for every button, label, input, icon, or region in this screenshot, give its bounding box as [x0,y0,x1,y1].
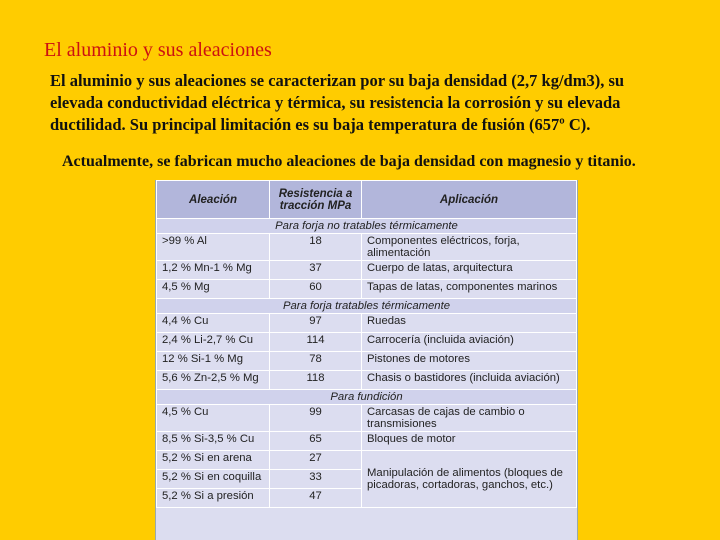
table-row: 1,2 % Mn-1 % Mg 37 Cuerpo de latas, arquitectura [157,261,577,280]
table-row: 8,5 % Si-3,5 % Cu 65 Bloques de motor [157,432,577,451]
table-row: 12 % Si-1 % Mg 78 Pistones de motores [157,352,577,371]
table-row: 4,5 % Mg 60 Tapas de latas, componentes marinos [157,280,577,299]
table-row: 4,4 % Cu 97 Ruedas [157,314,577,333]
table-row: 5,2 % Si en coquilla 33 [157,470,577,489]
table-row: 4,5 % Cu 99 Carcasas de cajas de cambio o transmisiones [157,405,577,432]
table-row: >99 % Al 18 Componentes eléctricos, forja, alimentación [157,234,577,261]
alloys-table [156,180,577,508]
table-row: 5,6 % Zn-2,5 % Mg 118 Chasis o bastidores (incluida aviación) [157,371,577,390]
table-row: 5,2 % Si en arena 27 Manipulación de alimentos (bloques de picadoras, cortadoras, ganchos, etc.) [157,451,577,470]
table-row: 2,4 % Li-2,7 % Cu 114 Carrocería (incluida aviación) [157,333,577,352]
section-title: Para forja no tratables térmicamente [157,219,577,234]
section-title: Para forja tratables térmicamente [157,299,577,314]
section-title: Para fundición [157,390,577,405]
alloys-table-image [155,180,578,540]
header-application: Aplicación [362,181,577,219]
header-alloy: Aleación [157,181,270,219]
table-row: 5,2 % Si a presión 47 [157,489,577,508]
secondary-paragraph: Actualmente, se fabrican mucho aleaciones de baja densidad con magnesio y titanio. [62,153,636,170]
table-header-row [157,181,577,219]
slide-title: El aluminio y sus aleaciones [44,39,272,61]
header-strength: Resistencia a tracción MPa [270,181,362,219]
intro-paragraph: El aluminio y sus aleaciones se caracterizan por su baja densidad (2,7 kg/dm3), su elevada conductividad eléctrica y térmica, su resistencia la corrosión y su elevada ductilidad. Su principal limitación es su baja temperatura de fusión (657º C). [50,71,625,134]
